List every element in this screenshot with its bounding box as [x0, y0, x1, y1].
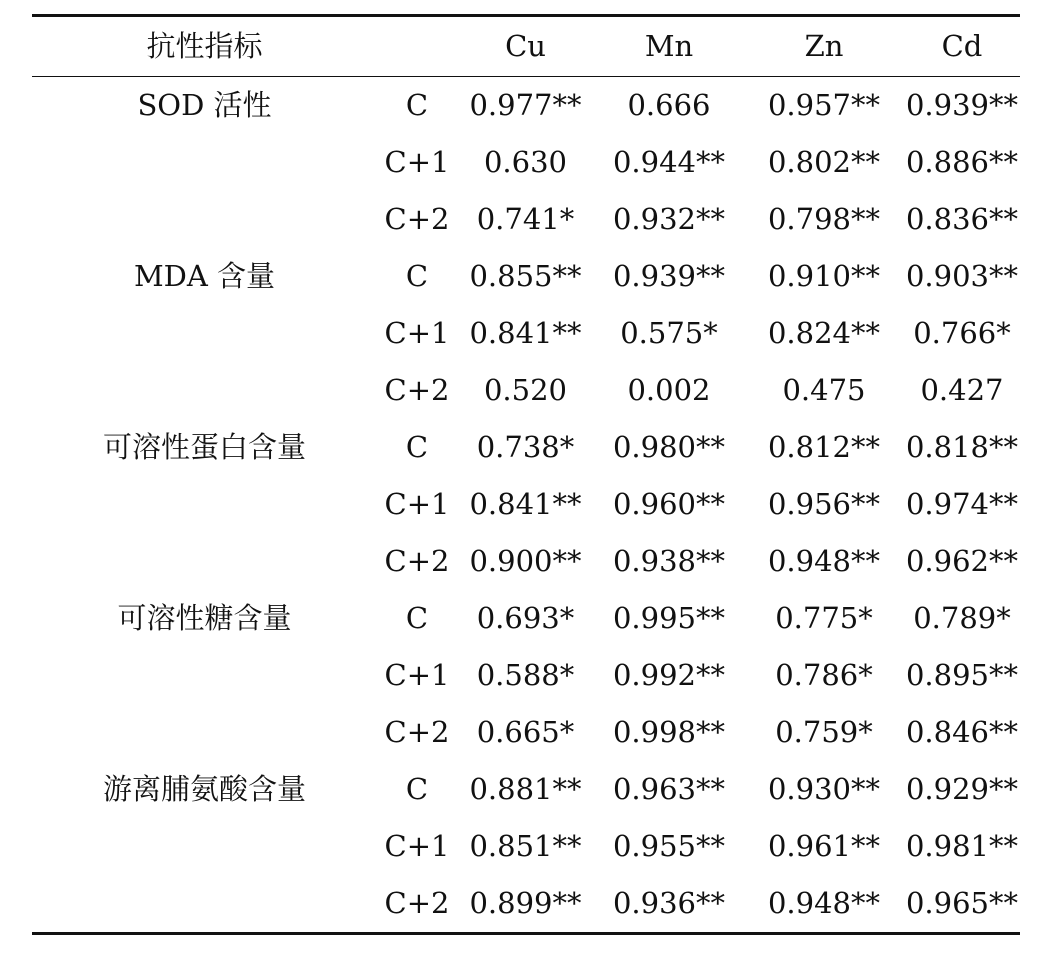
cd-value-cell: 0.903**: [905, 259, 1019, 293]
correlation-table: [32, 14, 1020, 935]
mn-value-cell: 0.998**: [612, 715, 726, 749]
indicator-cell: [32, 191, 377, 248]
header-treatment: [377, 16, 457, 77]
cd-value-cell: 0.789*: [913, 601, 1011, 635]
treatment-cell: C: [405, 772, 429, 806]
header-cd: Cd: [941, 29, 983, 63]
table-row: [32, 875, 1020, 934]
zn-value-cell: 0.957**: [767, 88, 881, 122]
indicator-cell: [32, 476, 377, 533]
cd-value-cell: 0.962**: [905, 544, 1019, 578]
table-row: [32, 590, 1020, 647]
cd-value-cell: 0.939**: [905, 88, 1019, 122]
mn-value-cell: 0.963**: [612, 772, 726, 806]
table-row: [32, 476, 1020, 533]
table-header: [32, 16, 1020, 77]
zn-value-cell: 0.956**: [767, 487, 881, 521]
cd-value-cell: 0.818**: [905, 430, 1019, 464]
zn-value-cell: 0.930**: [767, 772, 881, 806]
indicator-cell: [32, 533, 377, 590]
table-row: [32, 134, 1020, 191]
treatment-cell: C+2: [384, 202, 450, 236]
indicator-cell: [32, 647, 377, 704]
cu-value-cell: 0.665*: [476, 715, 575, 749]
correlation-table-container: [32, 14, 1020, 935]
cu-value-cell: 0.900**: [469, 544, 582, 578]
zn-value-cell: 0.910**: [767, 259, 881, 293]
cd-value-cell: 0.895**: [905, 658, 1019, 692]
table-row: [32, 419, 1020, 476]
cu-value-cell: 0.899**: [469, 886, 582, 920]
cd-value-cell: 0.766*: [913, 316, 1011, 350]
table-row: [32, 704, 1020, 761]
treatment-cell: C+2: [384, 886, 450, 920]
mn-value-cell: 0.939**: [612, 259, 726, 293]
treatment-cell: C+1: [384, 487, 450, 521]
zn-value-cell: 0.759*: [775, 715, 873, 749]
table-row: [32, 362, 1020, 419]
treatment-cell: C+1: [384, 145, 450, 179]
table-body: [32, 77, 1020, 934]
zn-value-cell: 0.786*: [775, 658, 873, 692]
mn-value-cell: 0.938**: [612, 544, 726, 578]
table-row: [32, 191, 1020, 248]
treatment-cell: C: [405, 259, 429, 293]
treatment-cell: C+2: [384, 544, 450, 578]
table-row: [32, 533, 1020, 590]
zn-value-cell: 0.948**: [767, 544, 881, 578]
table-row: [32, 761, 1020, 818]
cu-value-cell: 0.881**: [469, 772, 582, 806]
cd-value-cell: 0.886**: [905, 145, 1019, 179]
cd-value-cell: 0.974**: [905, 487, 1019, 521]
indicator-cell: 游离脯氨酸含量: [102, 772, 306, 806]
mn-value-cell: 0.944**: [612, 145, 726, 179]
mn-value-cell: 0.955**: [612, 829, 726, 863]
cu-value-cell: 0.738*: [476, 430, 575, 464]
cd-value-cell: 0.836**: [905, 202, 1019, 236]
treatment-cell: C+2: [384, 715, 450, 749]
mn-value-cell: 0.995**: [612, 601, 726, 635]
zn-value-cell: 0.961**: [767, 829, 881, 863]
indicator-cell: [32, 305, 377, 362]
treatment-cell: C+1: [384, 316, 450, 350]
header-indicator: 抗性指标: [146, 29, 263, 63]
cu-value-cell: 0.520: [483, 373, 568, 407]
indicator-cell: MDA 含量: [133, 259, 276, 293]
cd-value-cell: 0.981**: [905, 829, 1019, 863]
table-row: [32, 647, 1020, 704]
treatment-cell: C: [405, 601, 429, 635]
header-zn: Zn: [804, 29, 844, 63]
cd-value-cell: 0.846**: [905, 715, 1019, 749]
mn-value-cell: 0.932**: [612, 202, 726, 236]
indicator-cell: SOD 活性: [137, 88, 272, 122]
header-mn: Mn: [644, 29, 694, 63]
table-row: [32, 248, 1020, 305]
indicator-cell: [32, 362, 377, 419]
cu-value-cell: 0.630: [483, 145, 568, 179]
cu-value-cell: 0.693*: [476, 601, 575, 635]
zn-value-cell: 0.775*: [775, 601, 873, 635]
header-cu: Cu: [505, 29, 546, 63]
indicator-cell: [32, 704, 377, 761]
mn-value-cell: 0.002: [627, 373, 711, 407]
cd-value-cell: 0.965**: [905, 886, 1019, 920]
indicator-cell: [32, 818, 377, 875]
indicator-cell: [32, 875, 377, 934]
treatment-cell: C: [405, 430, 429, 464]
table-row: [32, 818, 1020, 875]
table-row: [32, 305, 1020, 362]
zn-value-cell: 0.824**: [767, 316, 881, 350]
zn-value-cell: 0.475: [782, 373, 866, 407]
cu-value-cell: 0.855**: [469, 259, 582, 293]
cu-value-cell: 0.841**: [469, 316, 582, 350]
zn-value-cell: 0.802**: [767, 145, 881, 179]
cd-value-cell: 0.427: [920, 373, 1004, 407]
zn-value-cell: 0.812**: [767, 430, 881, 464]
table-row: [32, 77, 1020, 135]
mn-value-cell: 0.960**: [612, 487, 726, 521]
treatment-cell: C+1: [384, 658, 450, 692]
indicator-cell: 可溶性蛋白含量: [102, 430, 306, 464]
indicator-cell: 可溶性糖含量: [117, 601, 292, 635]
header-row: [32, 16, 1020, 77]
treatment-cell: C+1: [384, 829, 450, 863]
treatment-cell: C+2: [384, 373, 450, 407]
mn-value-cell: 0.936**: [612, 886, 726, 920]
mn-value-cell: 0.666: [627, 88, 711, 122]
treatment-cell: C: [405, 88, 429, 122]
zn-value-cell: 0.948**: [767, 886, 881, 920]
indicator-cell: [32, 134, 377, 191]
mn-value-cell: 0.992**: [612, 658, 726, 692]
cd-value-cell: 0.929**: [905, 772, 1019, 806]
mn-value-cell: 0.980**: [612, 430, 726, 464]
cu-value-cell: 0.588*: [476, 658, 575, 692]
zn-value-cell: 0.798**: [767, 202, 881, 236]
cu-value-cell: 0.841**: [469, 487, 582, 521]
cu-value-cell: 0.851**: [469, 829, 582, 863]
mn-value-cell: 0.575*: [620, 316, 718, 350]
cu-value-cell: 0.741*: [476, 202, 575, 236]
cu-value-cell: 0.977**: [469, 88, 582, 122]
